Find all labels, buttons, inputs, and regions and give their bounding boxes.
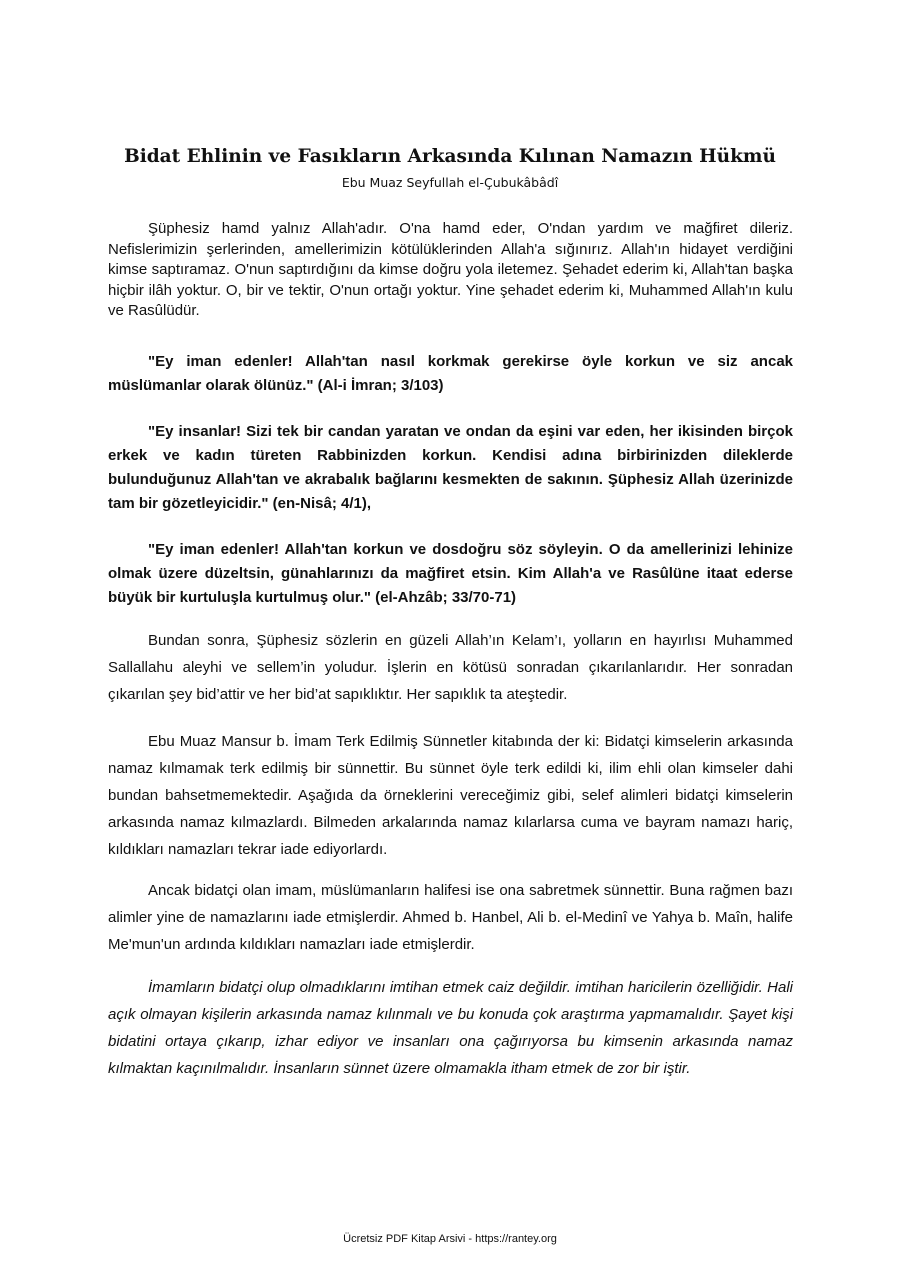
paragraph-verse-al-i-imran: "Ey iman edenler! Allah'tan nasıl korkmak gerekirse öyle korkun ve siz ancak müslümanlar olarak ölünüz." (Al-i İmran; 3/103) bbox=[108, 353, 793, 394]
paragraph-verse-nisa: "Ey insanlar! Sizi tek bir candan yaratan ve ondan da eşini var eden, her ikisinden birçok erkek ve kadın türeten Rabbinizden korkun. Kendisi adına birbirinizden dileklerde bulunduğunuz Allah'tan ve akrabalık bağlarını kesmekten de sakının. Şüphesiz Allah üzerinizde tam bir gözetleyicidir." (en-Nisâ; 4/1), bbox=[108, 423, 793, 512]
paragraph-verse-ahzab: "Ey iman edenler! Allah'tan korkun ve dosdoğru söz söyleyin. O da amellerinizi lehinize olmak üzere düzeltsin, günahlarınızı da mağfiret etsin. Kim Allah'a ve Rasûlüne itaat ederse büyük bir kurtuluşla kurtulmuş olur." (el-Ahzâb; 33/70-71) bbox=[108, 541, 793, 606]
paragraph-intro: Şüphesiz hamd yalnız Allah'adır. O'na hamd eder, O'ndan yardım ve mağfiret dileriz. Nefislerimizin şerlerinden, amellerimizin kötülüklerinden Allah'a sığınırız. Allah'ın hidayet verdiğini kimse saptıramaz. O'nun saptırdığını da kimse doğru yola iletemez. Şehadet ederim ki, Allah'tan başka hiçbir ilâh yoktur. O, bir ve tektir, O'nun ortağı yoktur. Yine şehadet ederim ki, Muhammed Allah'ın kulu ve Rasûlüdür. bbox=[108, 220, 793, 319]
paragraph-ancak: Ancak bidatçi olan imam, müslümanların halifesi ise ona sabretmek sünnettir. Buna rağmen bazı alimler yine de namazlarını iade etmişlerdir. Ahmed b. Hanbel, Ali b. el-Medinî ve Yahya b. Maîn, halife Me'mun'un ardında kıldıkları namazları iade etmişlerdir. bbox=[108, 882, 793, 953]
document-title: Bidat Ehlinin ve Fasıkların Arkasında Kılınan Namazın Hükmü bbox=[124, 146, 776, 167]
document-author: Ebu Muaz Seyfullah el-Çubukâbâdî bbox=[341, 175, 559, 190]
paragraph-imamlarin: İmamların bidatçi olup olmadıklarını imtihan etmek caiz değildir. imtihan haricilerin özelliğidir. Hali açık olmayan kişilerin arkasında namaz kılınmalı ve bu konuda çok araştırma yapmamalıdır. Şayet kişi bidatini ortaya çıkarıp, izhar ediyor ve insanları ona çağırıyorsa bu kimsenin arkasında namaz kılmaktan kaçınılmalıdır. İnsanların sünnet üzere olmamakla itham etmek de zor bir iştir. bbox=[108, 979, 793, 1077]
paragraph-bundan-sonra: Bundan sonra, Şüphesiz sözlerin en güzeli Allah’ın Kelam’ı, yolların en hayırlısı Muhammed Sallallahu aleyhi ve sellem’in yoludur. İşlerin en kötüsü sonradan çıkarılanlarıdır. Her sonradan çıkarılan şey bid’attir ve her bid’at sapıklıktır. Her sapıklık ta ateştedir. bbox=[108, 632, 793, 703]
page-footer: Ücretsiz PDF Kitap Arsivi - https://rantey.org bbox=[343, 1233, 557, 1245]
paragraph-ebu-muaz: Ebu Muaz Mansur b. İmam Terk Edilmiş Sünnetler kitabında der ki: Bidatçi kimselerin arkasında namaz kılmamak terk edilmiş bir sünnettir. Bu sünnet öyle terk edildi ki, ilim ehli olan kimseler dahi bundan bahsetmemektedir. Aşağıda da örneklerini vereceğimiz gibi, selef alimleri bidatçi kimselerin arkasında namaz kılmazlardı. Bilmeden arkalarında namaz kılarlarsa cuma ve bayram namazı hariç, kıldıkları namazları tekrar iade ediyorlardı. bbox=[108, 733, 793, 858]
